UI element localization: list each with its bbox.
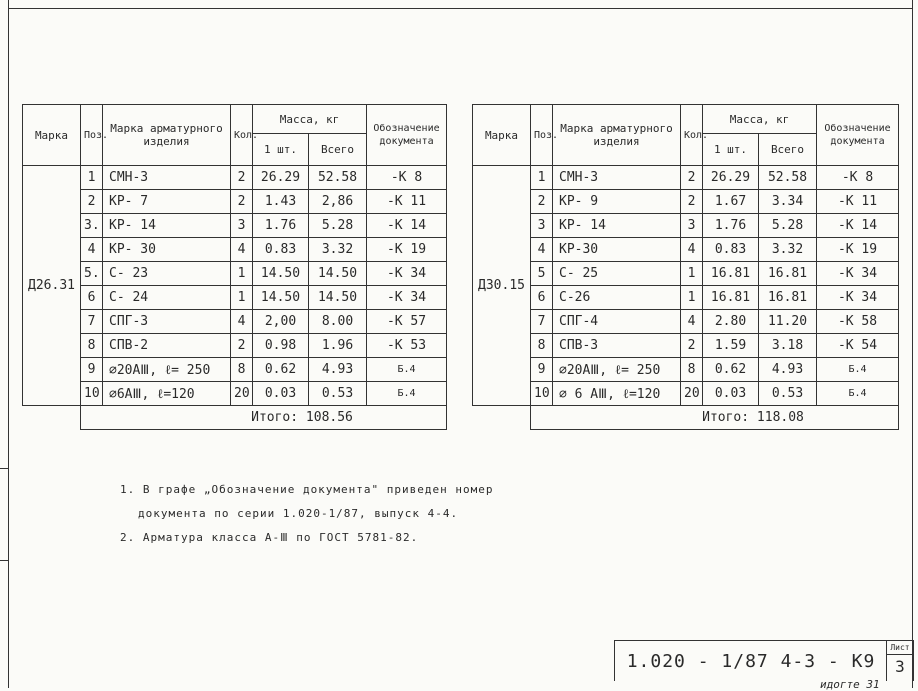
total-value: Итого: 118.08 (531, 406, 899, 430)
cell-mass-one: 2,00 (253, 310, 309, 334)
cell-mass-one: 0.03 (703, 382, 759, 406)
cell-mass-one: 0.62 (703, 358, 759, 382)
table-row (473, 262, 899, 286)
cell-poz: 3 (531, 214, 553, 238)
cell-mass-total: 4.93 (759, 358, 817, 382)
cell-doc: Б.4 (817, 358, 899, 382)
cell-mass-one: 1.67 (703, 190, 759, 214)
cell-mass-total: 2,86 (309, 190, 367, 214)
cell-mass-one: 26.29 (703, 166, 759, 190)
cell-kol: 8 (681, 358, 703, 382)
table-row (473, 334, 899, 358)
cell-poz: 3. (81, 214, 103, 238)
frame-top (8, 8, 913, 9)
header-doc: Обозначение документа (367, 105, 447, 166)
cell-kol: 1 (231, 286, 253, 310)
cell-kol: 1 (231, 262, 253, 286)
cell-poz: 2 (531, 190, 553, 214)
cell-doc: Б.4 (367, 358, 447, 382)
cell-poz: 6 (531, 286, 553, 310)
cell-mass-total: 52.58 (759, 166, 817, 190)
cell-mass-one: 0.03 (253, 382, 309, 406)
total-spacer (473, 406, 531, 430)
cell-kol: 4 (231, 310, 253, 334)
cell-name: КР- 14 (103, 214, 231, 238)
table-row (473, 238, 899, 262)
cell-mass-one: 1.43 (253, 190, 309, 214)
cell-kol: 20 (231, 382, 253, 406)
table-row (23, 358, 447, 382)
header-marka: Марка (473, 105, 531, 166)
cell-mass-one: 0.83 (253, 238, 309, 262)
cell-poz: 5 (531, 262, 553, 286)
table-row (473, 166, 899, 190)
cell-kol: 4 (681, 310, 703, 334)
total-spacer (23, 406, 81, 430)
cell-name: С- 23 (103, 262, 231, 286)
cell-doc: -К 57 (367, 310, 447, 334)
cell-doc: -К 54 (817, 334, 899, 358)
cell-name: КР- 14 (553, 214, 681, 238)
cell-name: СПВ-2 (103, 334, 231, 358)
table-row (23, 262, 447, 286)
cell-mass-one: 2.80 (703, 310, 759, 334)
frame-tick-2 (0, 560, 9, 561)
note-line: документа по серии 1.020-1/87, выпуск 4-4. (138, 507, 459, 520)
note-line: 1. В графе „Обозначение документа" приведен номер (120, 483, 494, 496)
cell-name: С-26 (553, 286, 681, 310)
cell-poz: 6 (81, 286, 103, 310)
frame-tick-1 (0, 468, 9, 469)
cell-doc: -К 8 (817, 166, 899, 190)
header-kol: Кол. (681, 105, 703, 166)
cell-doc: -К 34 (367, 286, 447, 310)
cell-poz: 4 (81, 238, 103, 262)
cell-poz: 8 (81, 334, 103, 358)
cell-doc: Б.4 (817, 382, 899, 406)
cell-poz: 8 (531, 334, 553, 358)
header-poz: Поз. (531, 105, 553, 166)
cell-mass-one: 1.76 (253, 214, 309, 238)
cell-poz: 7 (81, 310, 103, 334)
cell-doc: -К 11 (367, 190, 447, 214)
table-row (23, 382, 447, 406)
cell-mass-total: 3.32 (309, 238, 367, 262)
cell-name: С- 24 (103, 286, 231, 310)
cell-name: КР-30 (553, 238, 681, 262)
header-mass-one: 1 шт. (703, 134, 759, 166)
header-massa: Масса, кг (253, 105, 367, 134)
cell-name: ⌀20АⅢ, ℓ= 250 (553, 358, 681, 382)
cell-mass-total: 1.96 (309, 334, 367, 358)
table-row (23, 286, 447, 310)
table-row (23, 190, 447, 214)
frame-right (912, 0, 913, 688)
header-marka-izdeliya: Марка арматурного изделия (103, 105, 231, 166)
sheet-number: 3 (895, 657, 905, 676)
archive-number: идогте 31 (820, 678, 880, 691)
cell-name: СПГ-3 (103, 310, 231, 334)
cell-mass-one: 0.98 (253, 334, 309, 358)
cell-mass-total: 16.81 (759, 262, 817, 286)
total-row (473, 406, 899, 430)
cell-kol: 4 (231, 238, 253, 262)
cell-mass-total: 3.34 (759, 190, 817, 214)
cell-kol: 2 (681, 166, 703, 190)
group-mark: Д26.31 (23, 166, 81, 406)
cell-poz: 5. (81, 262, 103, 286)
table-row (23, 166, 447, 190)
header-massa: Масса, кг (703, 105, 817, 134)
cell-name: ⌀ 6 АⅢ, ℓ=120 (553, 382, 681, 406)
header-marka-izdeliya: Марка арматурного изделия (553, 105, 681, 166)
cell-mass-total: 3.18 (759, 334, 817, 358)
cell-kol: 20 (681, 382, 703, 406)
cell-doc: -К 34 (817, 262, 899, 286)
cell-mass-total: 0.53 (759, 382, 817, 406)
cell-doc: -К 34 (817, 286, 899, 310)
table-row (473, 310, 899, 334)
table-row (23, 214, 447, 238)
header-doc: Обозначение документа (817, 105, 899, 166)
cell-mass-one: 1.76 (703, 214, 759, 238)
table-row (23, 310, 447, 334)
cell-name: С- 25 (553, 262, 681, 286)
cell-name: СПГ-4 (553, 310, 681, 334)
header-kol: Кол. (231, 105, 253, 166)
cell-mass-total: 5.28 (309, 214, 367, 238)
cell-doc: -К 19 (367, 238, 447, 262)
cell-mass-one: 16.81 (703, 286, 759, 310)
cell-mass-total: 52.58 (309, 166, 367, 190)
title-block-code: 1.020 - 1/87 4-3 - К9 (614, 640, 887, 681)
sheet-label: Лист (887, 641, 913, 655)
cell-kol: 2 (231, 166, 253, 190)
cell-kol: 2 (231, 190, 253, 214)
cell-mass-total: 5.28 (759, 214, 817, 238)
cell-kol: 2 (231, 334, 253, 358)
table-row (23, 334, 447, 358)
cell-kol: 3 (681, 214, 703, 238)
cell-poz: 10 (531, 382, 553, 406)
group-mark: Д30.15 (473, 166, 531, 406)
table-row (23, 238, 447, 262)
cell-mass-total: 14.50 (309, 262, 367, 286)
cell-name: ⌀6АⅢ, ℓ=120 (103, 382, 231, 406)
cell-doc: -К 34 (367, 262, 447, 286)
cell-mass-one: 1.59 (703, 334, 759, 358)
frame-left (8, 0, 9, 688)
cell-kol: 8 (231, 358, 253, 382)
cell-mass-one: 14.50 (253, 286, 309, 310)
total-row (23, 406, 447, 430)
header-marka: Марка (23, 105, 81, 166)
total-value: Итого: 108.56 (81, 406, 447, 430)
cell-mass-total: 0.53 (309, 382, 367, 406)
cell-name: СПВ-3 (553, 334, 681, 358)
cell-doc: -К 14 (367, 214, 447, 238)
sheet-box (886, 640, 914, 681)
cell-name: СМН-3 (553, 166, 681, 190)
note-line: 2. Арматура класса А-Ⅲ по ГОСТ 5781-82. (120, 531, 419, 544)
cell-doc: -К 19 (817, 238, 899, 262)
cell-doc: -К 53 (367, 334, 447, 358)
cell-mass-one: 26.29 (253, 166, 309, 190)
cell-name: КР- 9 (553, 190, 681, 214)
cell-mass-total: 3.32 (759, 238, 817, 262)
cell-kol: 1 (681, 286, 703, 310)
cell-mass-one: 0.62 (253, 358, 309, 382)
cell-poz: 7 (531, 310, 553, 334)
cell-doc: -К 11 (817, 190, 899, 214)
table-row (473, 382, 899, 406)
cell-poz: 9 (531, 358, 553, 382)
cell-poz: 10 (81, 382, 103, 406)
cell-mass-total: 11.20 (759, 310, 817, 334)
cell-poz: 4 (531, 238, 553, 262)
cell-mass-total: 16.81 (759, 286, 817, 310)
cell-poz: 9 (81, 358, 103, 382)
header-poz: Поз. (81, 105, 103, 166)
notes (120, 478, 494, 550)
cell-doc: -К 14 (817, 214, 899, 238)
cell-doc: -К 8 (367, 166, 447, 190)
cell-poz: 1 (81, 166, 103, 190)
cell-kol: 2 (681, 190, 703, 214)
header-mass-total: Всего (309, 134, 367, 166)
cell-kol: 4 (681, 238, 703, 262)
cell-name: СМН-3 (103, 166, 231, 190)
header-mass-total: Всего (759, 134, 817, 166)
cell-name: КР- 7 (103, 190, 231, 214)
cell-mass-total: 4.93 (309, 358, 367, 382)
table-row (473, 214, 899, 238)
cell-mass-total: 14.50 (309, 286, 367, 310)
cell-poz: 1 (531, 166, 553, 190)
cell-poz: 2 (81, 190, 103, 214)
table-row (473, 286, 899, 310)
spec-table-1 (22, 104, 447, 430)
cell-mass-one: 0.83 (703, 238, 759, 262)
cell-doc: Б.4 (367, 382, 447, 406)
cell-name: КР- 30 (103, 238, 231, 262)
cell-kol: 1 (681, 262, 703, 286)
cell-kol: 2 (681, 334, 703, 358)
table-row (473, 358, 899, 382)
cell-kol: 3 (231, 214, 253, 238)
spec-table-2 (472, 104, 899, 430)
cell-doc: -К 58 (817, 310, 899, 334)
header-mass-one: 1 шт. (253, 134, 309, 166)
cell-mass-one: 16.81 (703, 262, 759, 286)
cell-mass-total: 8.00 (309, 310, 367, 334)
table-row (473, 190, 899, 214)
cell-name: ⌀20АⅢ, ℓ= 250 (103, 358, 231, 382)
cell-mass-one: 14.50 (253, 262, 309, 286)
